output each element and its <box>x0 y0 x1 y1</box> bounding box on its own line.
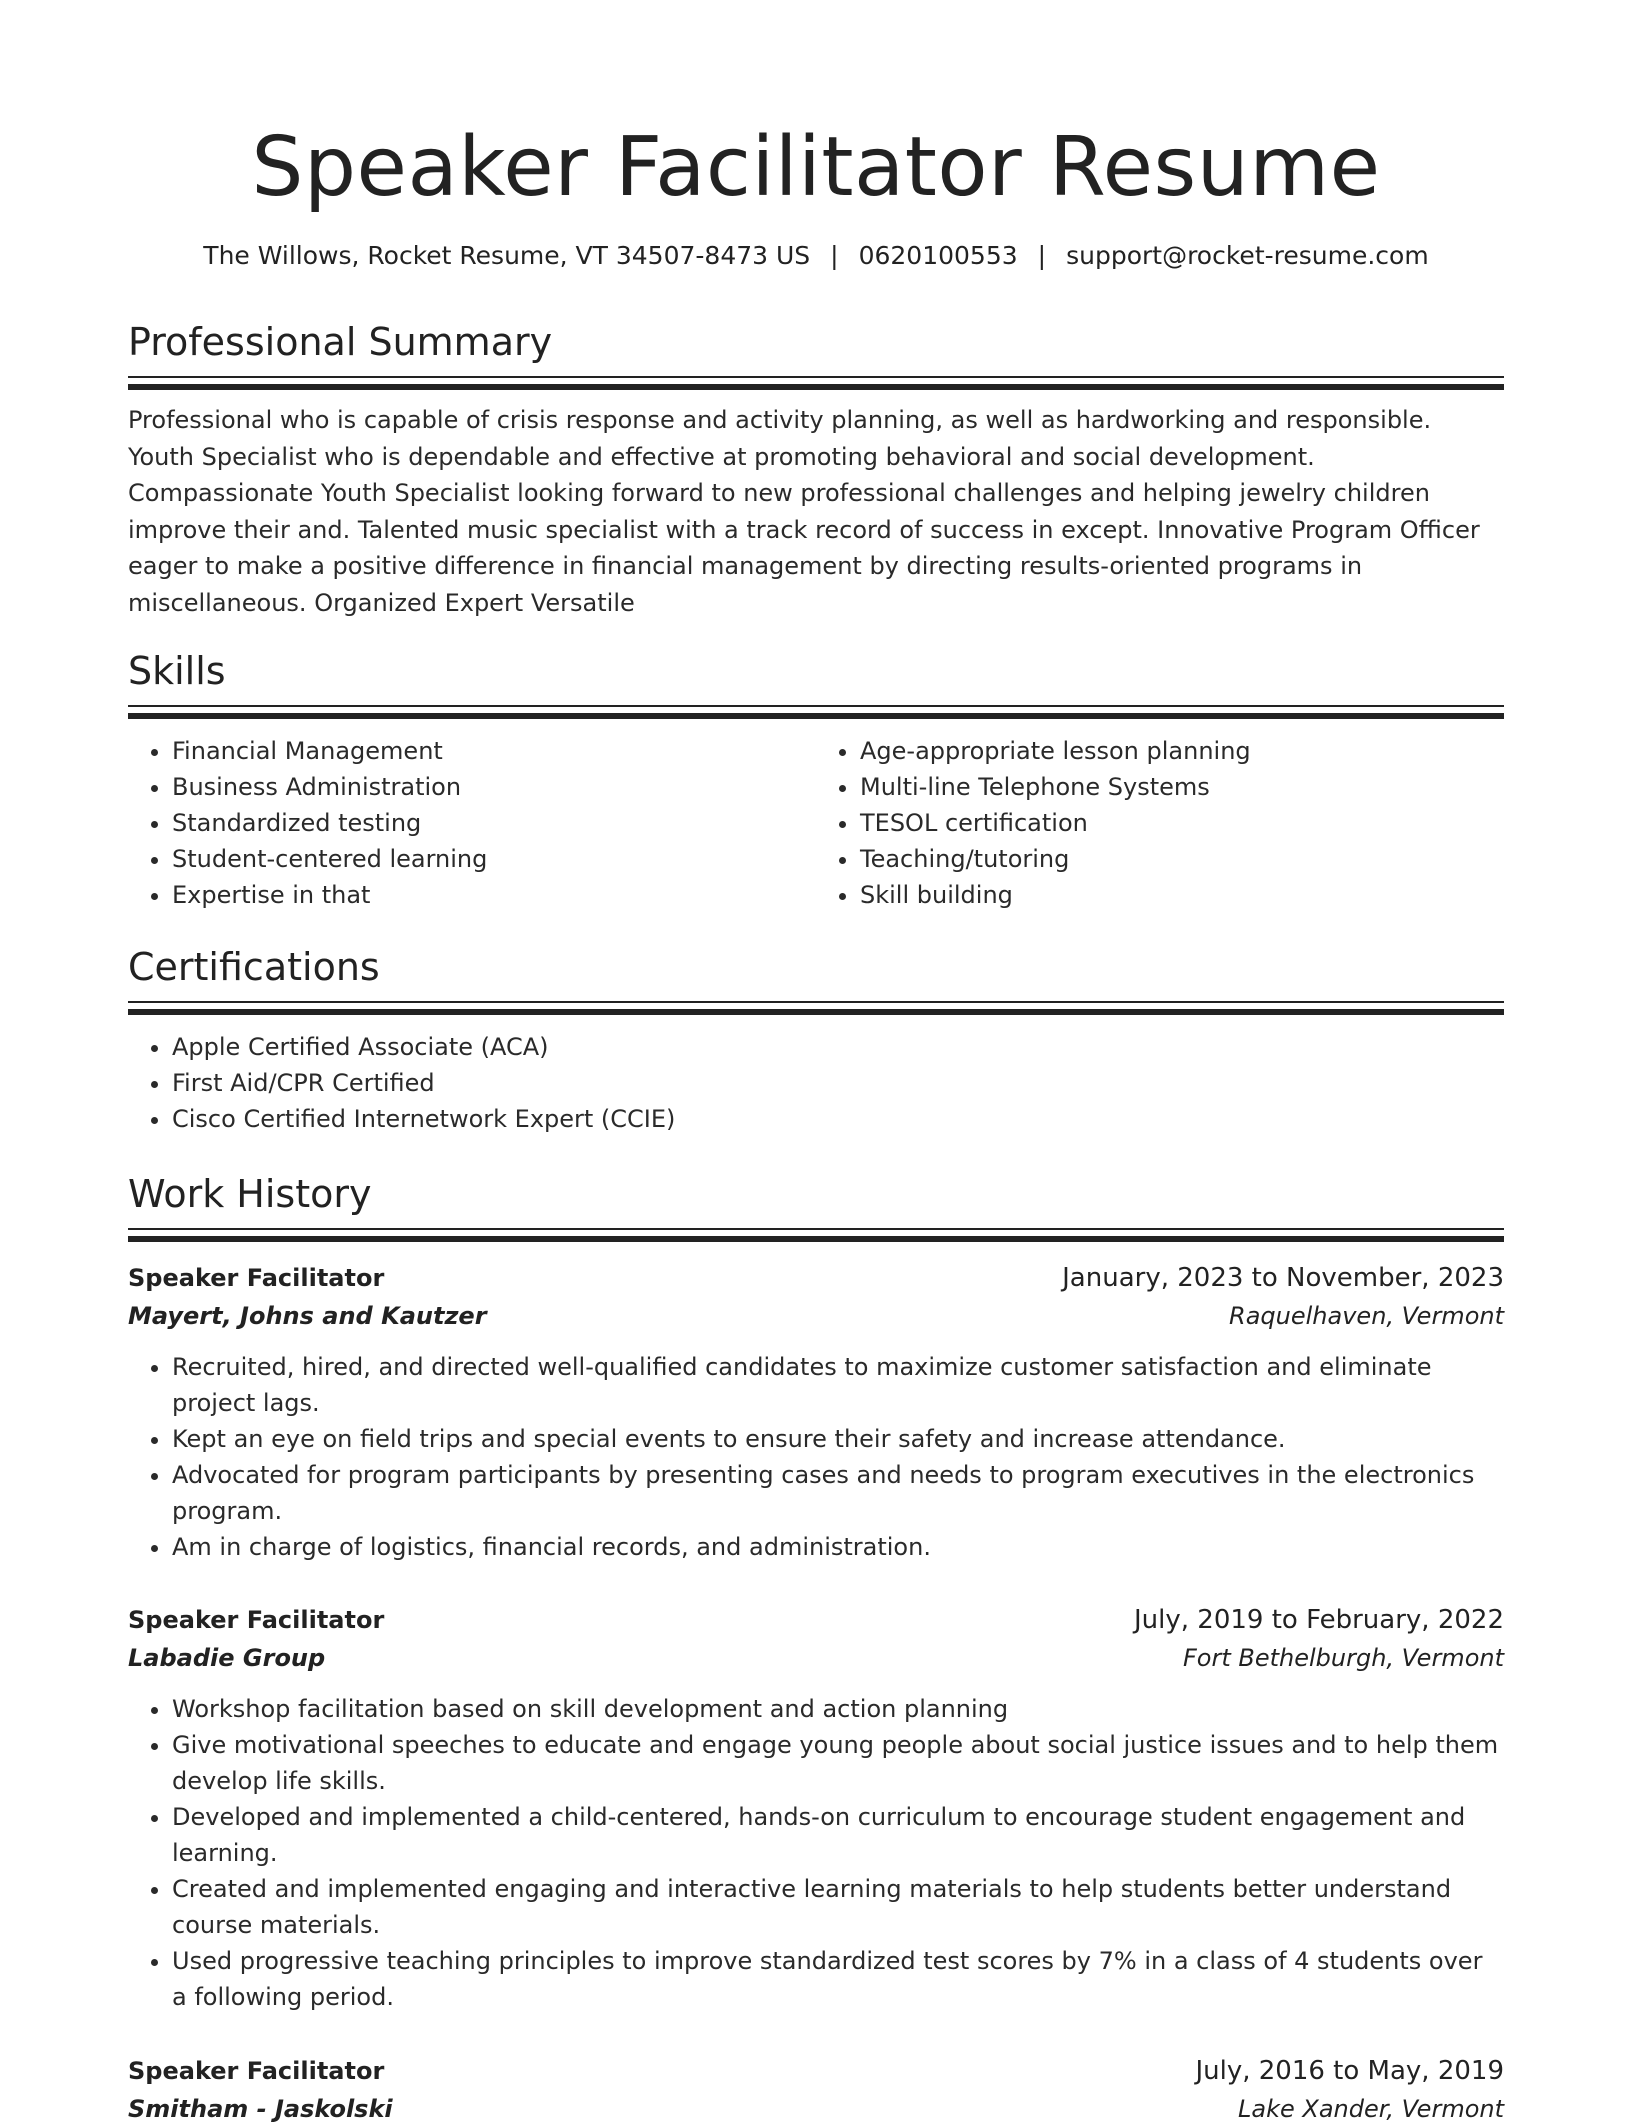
contact-separator: | <box>1037 241 1047 270</box>
job-title: Speaker Facilitator <box>128 2057 385 2085</box>
job-title: Speaker Facilitator <box>128 1264 385 1292</box>
skill-item: • Skill building <box>860 877 1504 913</box>
certification-item: • First Aid/CPR Certified <box>172 1065 1504 1101</box>
job-entry <box>128 1259 1504 1565</box>
job-location: Lake Xander, Vermont <box>1238 2095 1504 2123</box>
skill-item: • Age-appropriate lesson planning <box>860 733 1504 769</box>
job-title: Speaker Facilitator <box>128 1606 385 1634</box>
certification-item: • Apple Certified Associate (ACA) <box>172 1029 1504 1065</box>
job-bullet: • Recruited, hired, and directed well-qualified candidates to maximize customer satisfaction and eliminate project lags. <box>172 1349 1504 1421</box>
contact-phone: 0620100553 <box>858 241 1018 270</box>
job-bullet: • Used progressive teaching principles to improve standardized test scores by 7% in a class of 4 students over a following period. <box>172 1943 1504 2015</box>
job-company: Smitham - Jaskolski <box>128 2095 393 2123</box>
job-dates: July, 2019 to February, 2022 <box>1134 1605 1504 1635</box>
section-rule <box>128 376 1504 392</box>
job-bullet: • Developed and implemented a child-centered, hands-on curriculum to encourage student engagement and learning. <box>172 1799 1504 1871</box>
skills-section <box>128 645 1504 913</box>
job-company-row <box>128 1639 1504 1677</box>
certifications-section <box>128 941 1504 1137</box>
skill-item: • Multi-line Telephone Systems <box>860 769 1504 805</box>
skills-list-right <box>816 733 1504 913</box>
job-company-row <box>128 2090 1504 2128</box>
job-header-row <box>128 1601 1504 1639</box>
summary-heading: Professional Summary <box>128 320 553 364</box>
certifications-heading: Certifications <box>128 945 380 989</box>
skills-list-left <box>128 733 816 913</box>
job-bullet: • Advocated for program participants by presenting cases and needs to program executives in the electronics program. <box>172 1457 1504 1529</box>
job-header-row <box>128 2052 1504 2090</box>
job-entry <box>128 2052 1504 2128</box>
job-location: Fort Bethelburgh, Vermont <box>1182 1644 1504 1672</box>
job-location: Raquelhaven, Vermont <box>1229 1302 1504 1330</box>
summary-text: Professional who is capable of crisis response and activity planning, as well as hardworking and responsible. Youth Specialist who is dependable and effective at promoting behavioral and social development. Compassionate Youth Specialist looking forward to new professional challenges and helping jewelry children improve their and. Talented music specialist with a track record of success in except. Innovative Program Officer eager to make a positive difference in financial management by directing results-oriented programs in miscellaneous. Organized Expert Versatile <box>128 406 1480 617</box>
skill-item: • Expertise in that <box>172 877 816 913</box>
job-company-row <box>128 1297 1504 1335</box>
certification-item: • Cisco Certified Internetwork Expert (CCIE) <box>172 1101 1504 1137</box>
skills-heading: Skills <box>128 649 226 693</box>
job-bullet: • Give motivational speeches to educate and engage young people about social justice issues and to help them develop life skills. <box>172 1727 1504 1799</box>
skill-item: • Business Administration <box>172 769 816 805</box>
job-bullets <box>128 1691 1504 2015</box>
skill-item: • Student-centered learning <box>172 841 816 877</box>
section-rule <box>128 705 1504 721</box>
job-bullet: • Workshop facilitation based on skill development and action planning <box>172 1691 1504 1727</box>
job-bullet: • Kept an eye on field trips and special events to ensure their safety and increase attendance. <box>172 1421 1504 1457</box>
work-section <box>128 1168 1504 1244</box>
job-bullet: • Am in charge of logistics, financial records, and administration. <box>172 1529 1504 1565</box>
job-bullet: • Created and implemented engaging and interactive learning materials to help students better understand course materials. <box>172 1871 1504 1943</box>
contact-separator: | <box>830 241 839 270</box>
job-dates: July, 2016 to May, 2019 <box>1195 2056 1504 2086</box>
resume-title: Speaker Facilitator Resume <box>251 120 1381 215</box>
job-bullets <box>128 1349 1504 1565</box>
skill-item: • Financial Management <box>172 733 816 769</box>
contact-address: The Willows, Rocket Resume, VT 34507-8473 US <box>203 241 811 270</box>
contact-email: support@rocket-resume.com <box>1066 241 1429 270</box>
contact-line <box>128 236 1504 276</box>
job-company: Mayert, Johns and Kautzer <box>128 1302 487 1330</box>
skill-item: • Teaching/tutoring <box>860 841 1504 877</box>
skills-columns <box>128 733 1504 913</box>
section-rule <box>128 1001 1504 1017</box>
section-rule <box>128 1228 1504 1244</box>
job-company: Labadie Group <box>128 1644 326 1672</box>
job-entry <box>128 1601 1504 2015</box>
skill-item: • Standardized testing <box>172 805 816 841</box>
certifications-list <box>128 1029 1504 1137</box>
job-dates: January, 2023 to November, 2023 <box>1062 1263 1504 1293</box>
work-heading: Work History <box>128 1172 372 1216</box>
summary-section <box>128 316 1504 621</box>
job-header-row <box>128 1259 1504 1297</box>
skill-item: • TESOL certification <box>860 805 1504 841</box>
